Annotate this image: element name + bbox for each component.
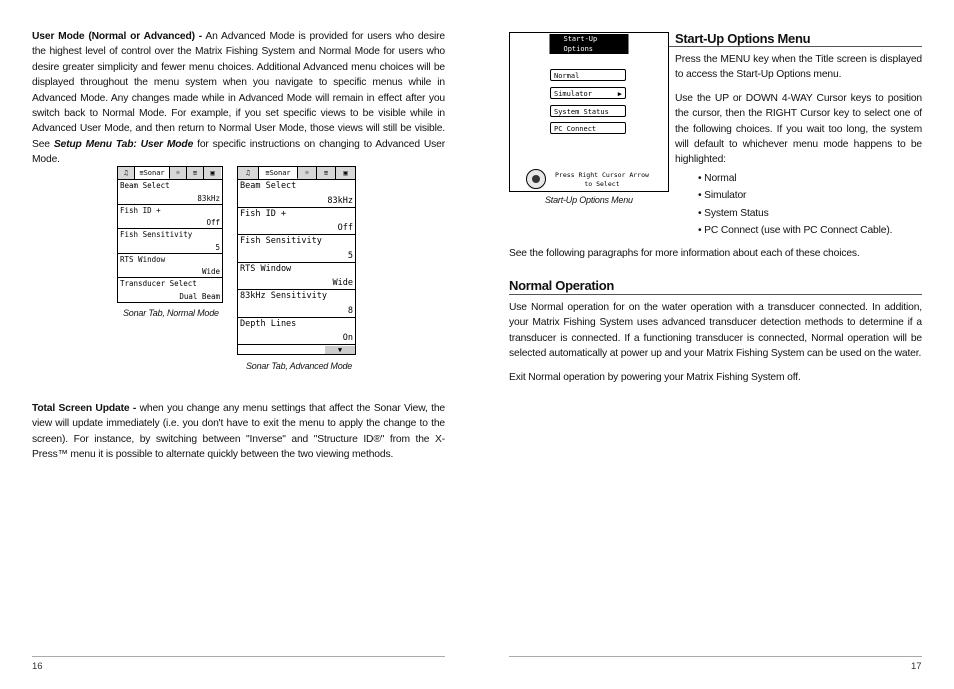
menu-row-label: Fish ID +	[120, 205, 161, 215]
menu-row-value: Dual Beam	[179, 291, 220, 301]
menu-row[interactable]	[238, 290, 355, 318]
normal-heading-rule	[509, 294, 922, 295]
startup-text-block	[675, 52, 922, 240]
menu-row-label: RTS Window	[120, 254, 166, 264]
menu-row-value: 5	[347, 250, 353, 261]
menu-row[interactable]	[118, 254, 222, 279]
sonar-tab: ≡Sonar	[259, 167, 298, 179]
menu-row[interactable]	[238, 318, 355, 346]
startup-screen-title: Start-Up Options	[550, 34, 629, 54]
list-item: • Simulator	[698, 190, 747, 202]
menu-tabs	[118, 167, 222, 180]
normal-mode-caption: Sonar Tab, Normal Mode	[123, 308, 219, 318]
startup-options-screen	[509, 32, 669, 192]
startup-heading: Start-Up Options Menu	[675, 31, 811, 46]
see-following-text: See the following paragraphs for more information about each of these choices.	[509, 248, 860, 259]
menu-row-value: 83kHz	[327, 195, 353, 206]
setup-tab-icon: ☼	[170, 167, 187, 179]
menu-row[interactable]	[238, 263, 355, 291]
normal-operation-paragraph-2: Exit Normal operation by powering your Matrix Fishing System off.	[509, 371, 801, 383]
left-page-number: 16	[32, 661, 43, 672]
sonar-tab: ≡Sonar	[135, 167, 170, 179]
menu-row[interactable]	[238, 180, 355, 208]
alarm-tab-icon: ♫	[118, 167, 135, 179]
menu-row-label: Transducer Select	[120, 279, 197, 288]
right-page-number: 17	[911, 661, 922, 672]
startup-footer-text: Press Right Cursor Arrow to Select	[555, 171, 649, 188]
menu-tabs	[238, 167, 355, 180]
sonar-tab-advanced-screen	[237, 166, 356, 355]
menu-row[interactable]	[238, 208, 355, 236]
menu-row-value: Off	[337, 223, 353, 233]
list-item: • Normal	[698, 172, 737, 184]
menu-row-value: 5	[215, 242, 220, 252]
menu-row[interactable]	[118, 205, 222, 230]
menu-row-label: Fish ID +	[240, 208, 287, 219]
option-system-status[interactable]: System Status	[550, 105, 626, 117]
startup-paragraph-1: Press the MENU key when the Title screen is displayed to access the Start-Up Options menu.	[675, 54, 922, 81]
normal-operation-block	[509, 300, 922, 393]
menu-row-label: 83kHz Sensitivity	[240, 291, 327, 301]
menu-row-value: 83kHz	[197, 193, 220, 203]
menu-row[interactable]	[118, 180, 222, 205]
startup-heading-rule	[669, 46, 922, 47]
menu-row-label: Beam Select	[120, 181, 170, 190]
menu-row-value: Wide	[201, 267, 220, 276]
see-following-block	[509, 246, 922, 269]
right-footer-rule	[509, 656, 922, 657]
advanced-mode-caption: Sonar Tab, Advanced Mode	[246, 361, 353, 371]
menu-row-value: Wide	[332, 278, 353, 288]
menu-row-value: On	[342, 333, 353, 343]
startup-paragraph-2: Use the UP or DOWN 4-WAY Cursor keys to position the cursor, then the RIGHT Cursor key to select one of the following choices. If you wait too long, the system will default to whichever menu mode happens to be highlighted:	[675, 92, 922, 166]
left-footer-rule	[32, 656, 445, 657]
navigation-tab-icon: ≡	[187, 167, 204, 179]
cursor-pad-icon	[526, 169, 546, 189]
alarm-tab-icon: ♫	[238, 167, 259, 179]
accessory-tab-icon: ▣	[336, 167, 355, 179]
normal-operation-heading: Normal Operation	[509, 278, 614, 293]
menu-row-label: RTS Window	[240, 263, 292, 274]
option-pc-connect[interactable]: PC Connect	[550, 122, 626, 134]
menu-row[interactable]	[238, 235, 355, 263]
menu-row-label: Fish Sensitivity	[120, 230, 193, 239]
user-mode-heading: User Mode (Normal or Advanced) -	[32, 31, 203, 42]
list-item: • System Status	[698, 207, 769, 219]
normal-operation-paragraph-1: Use Normal operation for on the water operation with a transducer connected. In addition, your Matrix Fishing System uses advanced transducer detection methods to determine if a transducer is connected. If a functioning transducer is connected, Normal operation will be selected automatically at power up and your Matrix Fishing System can be used on the water.	[509, 302, 922, 360]
navigation-tab-icon: ≡	[317, 167, 336, 179]
menu-row-label: Beam Select	[240, 181, 297, 191]
left-column	[32, 29, 445, 176]
option-simulator[interactable]: Simulator ▶	[550, 87, 626, 99]
option-normal[interactable]: Normal	[550, 69, 626, 81]
setup-tab-icon: ☼	[298, 167, 317, 179]
menu-row[interactable]	[118, 229, 222, 254]
menu-row[interactable]	[118, 278, 222, 303]
startup-caption: Start-Up Options Menu	[545, 195, 633, 205]
scroll-down-arrow-icon: ▼	[325, 346, 355, 354]
total-screen-update-paragraph: Total Screen Update - when you change any menu settings that affect the Sonar View, the view will update immediately (i.e. you don't have to exit the menu to apply the change to the screen). For instance, by switching between "Inverse" and "Structure ID®" from the X-Press™ menu it is possible to alternate quickly between the two viewing methods.	[32, 403, 445, 461]
menu-row-value: Off	[206, 218, 220, 227]
menu-row-label: Depth Lines	[240, 318, 297, 329]
accessory-tab-icon: ▣	[204, 167, 221, 179]
list-item: • PC Connect (use with PC Connect Cable).	[698, 225, 893, 237]
sonar-tab-normal-screen	[117, 166, 223, 303]
setup-menu-reference: Setup Menu Tab: User Mode	[53, 138, 194, 150]
menu-row-value: 8	[347, 305, 353, 316]
total-screen-update-block	[32, 401, 445, 471]
startup-choices-list	[675, 170, 922, 240]
menu-row-label: Fish Sensitivity	[240, 236, 322, 246]
total-screen-update-heading: Total Screen Update -	[32, 403, 137, 414]
user-mode-paragraph: User Mode (Normal or Advanced) - An Advanced Mode is provided for users who desire the highest level of control over the Matrix Fishing System and Normal Mode for users who desire greater simplicity and fewer menu choices. Additional Advanced menu choices will be displayed throughout the menu system when you navigate to specific menus while in Advanced Mode. Any changes made while in Advanced Mode will remain in effect after you switch back to Normal Mode. For example, if you set specific views to be visible while in Advanced User Mode, and then return to Normal User Mode, those views will still be visible. See Setup Menu Tab: User Mode for specific instructions on changing to Advanced User Mode.	[32, 31, 445, 166]
right-arrow-icon: ▶	[617, 90, 622, 98]
